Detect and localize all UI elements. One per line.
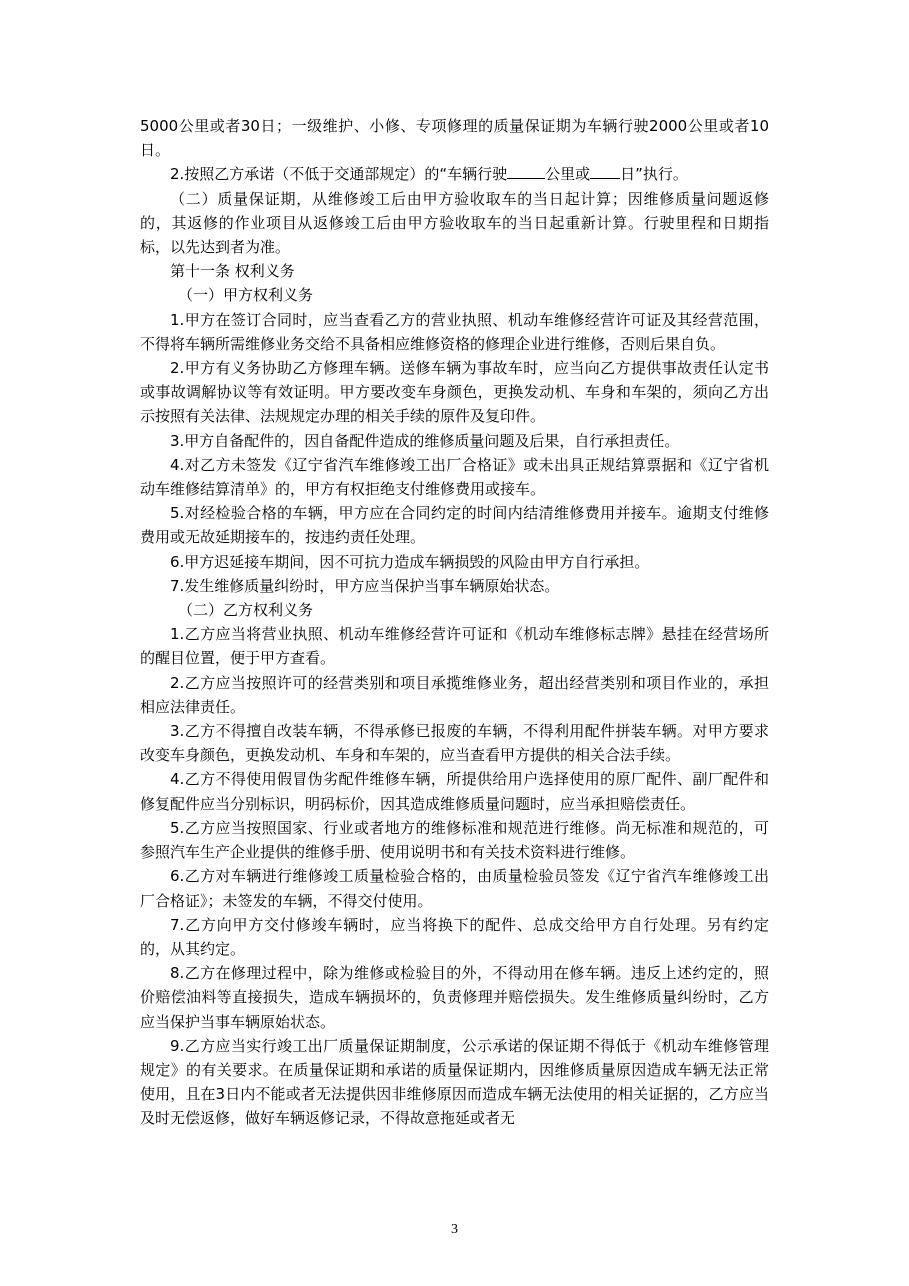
paragraph: 4.乙方不得使用假冒伪劣配件维修车辆，所提供给用户选择使用的原厂配件、副厂配件和修复配件应当分别标识，明码标价，因其造成维修质量问题时，应当承担赔偿责任。 xyxy=(140,770,769,813)
paragraph: 3.甲方自备配件的，因自备配件造成的维修质量问题及后果，自行承担责任。 xyxy=(170,431,680,450)
paragraph: 7.发生维修质量纠纷时，甲方应当保护当事车辆原始状态。 xyxy=(170,576,560,595)
paragraph: 5.对经检验合格的车辆，甲方应在合同约定的时间内结清维修费用并接车。逾期支付维修费用或无故延期接车的，按违约责任处理。 xyxy=(140,504,769,547)
paragraph: 6.甲方迟延接车期间，因不可抗力造成车辆损毁的风险由甲方自行承担。 xyxy=(170,552,650,571)
paragraph-performance-commitment xyxy=(140,162,769,186)
paragraph-text: 2.按照乙方承诺（不低于交通部规定）的“车辆行驶 xyxy=(170,165,508,184)
paragraph-text: 日”执行。 xyxy=(620,165,688,184)
section-heading: （一）甲方权利义务 xyxy=(178,286,314,305)
paragraph: 2.乙方应当按照许可的经营类别和项目承揽维修业务，超出经营类别和项目作业的，承担相应法律责任。 xyxy=(140,673,769,716)
document-body xyxy=(140,114,769,1131)
paragraph: 9.乙方应当实行竣工出厂质量保证期制度，公示承诺的保证期不得低于《机动车维修管理规定》的有关要求。在质量保证期和承诺的质量保证期内，因维修质量原因造成车辆无法正常使用，且在3日内不能或者无法提供因非维修原因而造成车辆无法使用的相关证据的，乙方应当及时无偿返修，做好车辆返修记录，不得故意拖延或者无 xyxy=(140,1036,769,1128)
paragraph: 4.对乙方未签发《辽宁省汽车维修竣工出厂合格证》或未出具正规结算票据和《辽宁省机动车维修结算清单》的，甲方有权拒绝支付维修费用或接车。 xyxy=(140,455,769,499)
paragraph: 6.乙方对车辆进行维修竣工质量检验合格的，由质量检验员签发《辽宁省汽车维修竣工出厂合格证》；未签发的车辆，不得交付使用。 xyxy=(140,867,769,910)
paragraph: 7.乙方向甲方交付修竣车辆时，应当将换下的配件、总成交给甲方自行处理。另有约定的，从其约定。 xyxy=(140,915,769,958)
paragraph: 5.乙方应当按照国家、行业或者地方的维修标准和规范进行维修。尚无标准和规范的，可参照汽车生产企业提供的维修手册、使用说明书和有关技术资料进行维修。 xyxy=(140,818,769,862)
paragraph: 2.甲方有义务协助乙方修理车辆。送修车辆为事故车时，应当向乙方提供事故责任认定书或事故调解协议等有效证明。甲方要改变车身颜色，更换发动机、车身和车架的，须向乙方出示按照有关法律、法规规定办理的相关手续的原件及复印件。 xyxy=(140,359,769,426)
paragraph: 1.甲方在签订合同时，应当查看乙方的营业执照、机动车维修经营许可证及其经营范围，不得将车辆所需维修业务交给不具备相应维修资格的修理企业进行维修，否则后果自负。 xyxy=(140,310,769,353)
paragraph-text: 公里或 xyxy=(545,165,591,184)
blank-kilometers xyxy=(507,164,545,179)
paragraph: （二）质量保证期，从维修竣工后由甲方验收取车的当日起计算；因维修质量问题返修的，其返修的作业项目从返修竣工后由甲方验收取车的当日起重新计算。行驶里程和日期指标，以先达到者为准。 xyxy=(140,189,769,257)
blank-days xyxy=(590,164,620,179)
paragraph: 8.乙方在修理过程中，除为维修或检验目的外，不得动用在修车辆。违反上述约定的，照价赔偿油料等直接损失，造成车辆损坏的，负责修理并赔偿损失。发生维修质量纠纷时，乙方应当保护当事车辆原始状态。 xyxy=(140,964,769,1031)
paragraph: 3.乙方不得擅自改装车辆，不得承修已报废的车辆，不得利用配件拼装车辆。对甲方要求改变车身颜色，更换发动机、车身和车架的，应当查看甲方提供的相关合法手续。 xyxy=(140,722,769,765)
article-heading: 第十一条 权利义务 xyxy=(170,262,295,281)
paragraph: 5000公里或者30日；一级维护、小修、专项修理的质量保证期为车辆行驶2000公里或者10日。 xyxy=(140,117,769,160)
page-number: 3 xyxy=(451,1222,458,1237)
paragraph: 1.乙方应当将营业执照、机动车维修经营许可证和《机动车维修标志牌》悬挂在经营场所的醒目位置，便于甲方查看。 xyxy=(140,625,769,668)
section-heading: （二）乙方权利义务 xyxy=(178,601,314,620)
